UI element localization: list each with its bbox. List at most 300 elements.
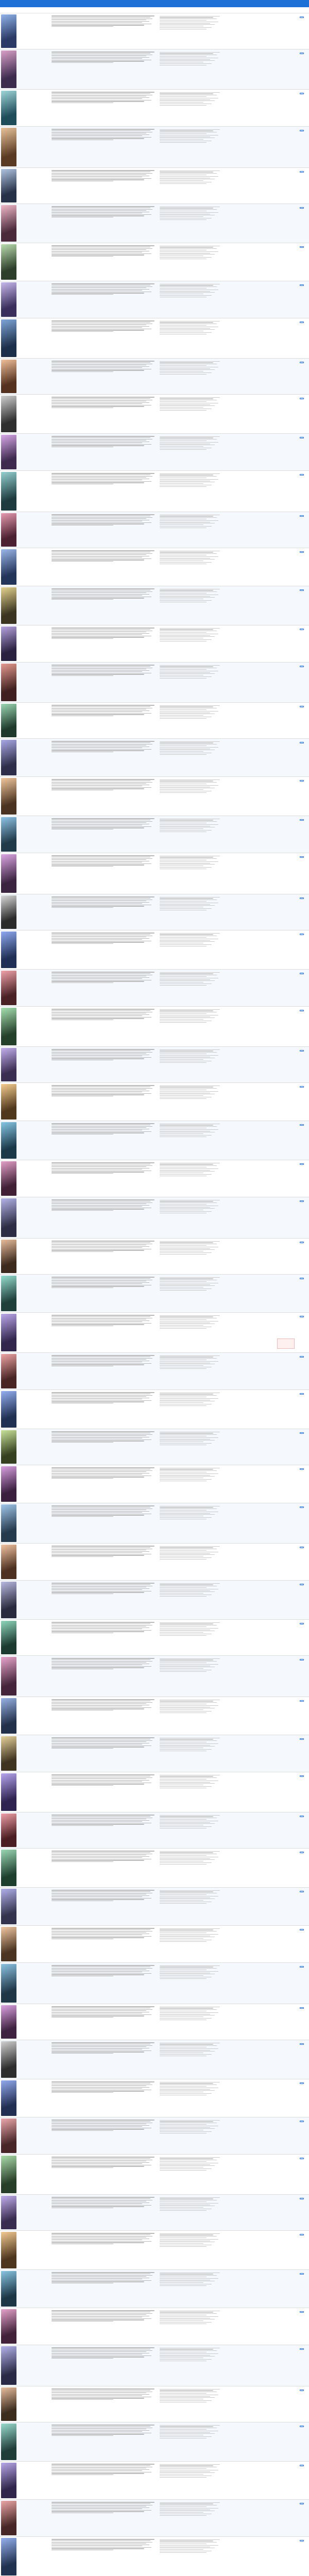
list-item[interactable]: [0, 548, 309, 586]
list-item[interactable]: [0, 1503, 309, 1544]
list-item[interactable]: [0, 1926, 309, 1963]
cover-thumbnail[interactable]: [1, 1391, 16, 1428]
list-item[interactable]: [0, 395, 309, 434]
cover-thumbnail[interactable]: [1, 435, 16, 469]
staff-text-line: [160, 1088, 217, 1089]
entry-action-button[interactable]: [300, 1700, 304, 1702]
cover-thumbnail[interactable]: [1, 895, 16, 929]
staff-text-line: [160, 553, 217, 554]
entry-action-button[interactable]: [300, 1010, 304, 1011]
entry-action-button[interactable]: [300, 93, 304, 94]
entry-action-button[interactable]: [300, 2273, 304, 2275]
cover-thumbnail[interactable]: [1, 2346, 16, 2385]
entry-staff: [160, 1657, 227, 1672]
list-item[interactable]: [0, 2155, 309, 2195]
list-item[interactable]: [0, 1160, 309, 1197]
cover-thumbnail[interactable]: [1, 971, 16, 1005]
staff-text-line: [160, 476, 217, 477]
entry-action-button[interactable]: [300, 1124, 304, 1126]
cover-thumbnail[interactable]: [1, 587, 16, 624]
list-item[interactable]: [0, 2079, 309, 2117]
entry-info: [19, 2347, 49, 2348]
staff-text-line: [160, 1277, 220, 1278]
list-item[interactable]: [0, 1963, 309, 2004]
staff-text-line: [160, 2313, 217, 2314]
description-text-line: [52, 1359, 146, 1360]
staff-text-line: [160, 1591, 215, 1592]
entry-action-button[interactable]: [300, 819, 304, 821]
list-item[interactable]: [0, 1465, 309, 1503]
staff-text-line: [160, 632, 207, 633]
staff-text-line: [160, 1858, 210, 1859]
cover-thumbnail[interactable]: [1, 1430, 16, 1464]
staff-text-line: [160, 678, 207, 679]
entry-action-button[interactable]: [300, 2007, 304, 2009]
entry-description: [52, 1162, 154, 1175]
staff-text-line: [160, 1316, 213, 1317]
list-item[interactable]: [0, 1239, 309, 1275]
list-item[interactable]: [0, 243, 309, 281]
description-text-line: [52, 1131, 151, 1132]
list-item[interactable]: [0, 739, 309, 777]
cover-thumbnail[interactable]: [1, 1466, 16, 1502]
entry-action-button[interactable]: [300, 2389, 304, 2391]
entry-action-button[interactable]: [300, 1468, 304, 1470]
cover-thumbnail[interactable]: [1, 14, 16, 48]
list-item[interactable]: [0, 853, 309, 894]
list-item[interactable]: [0, 2345, 309, 2386]
entry-action-button[interactable]: [300, 207, 304, 209]
description-text-line: [52, 1748, 113, 1749]
entry-stats: [232, 1774, 304, 1777]
entry-description: [52, 1889, 154, 1902]
entry-stats: [232, 2501, 304, 2505]
cover-thumbnail[interactable]: [1, 2538, 16, 2575]
entry-staff: [160, 1505, 227, 1520]
staff-text-line: [160, 407, 203, 408]
description-text-line: [52, 2050, 151, 2051]
cover-thumbnail[interactable]: [1, 91, 16, 125]
description-text-line: [52, 1210, 113, 1211]
entry-info: [19, 1240, 49, 1241]
entry-action-button[interactable]: [300, 973, 304, 974]
cover-thumbnail[interactable]: [1, 1504, 16, 1542]
entry-action-button[interactable]: [300, 1623, 304, 1624]
staff-text-line: [160, 821, 217, 822]
entry-action-button[interactable]: [300, 1891, 304, 1892]
entry-description: [52, 2463, 154, 2476]
entry-action-button[interactable]: [300, 666, 304, 667]
list-item[interactable]: [0, 2040, 309, 2079]
entry-description: [52, 1199, 154, 1212]
entry-staff: [160, 2042, 227, 2057]
cover-thumbnail[interactable]: [1, 472, 16, 511]
list-item[interactable]: [0, 1429, 309, 1465]
entry-action-button[interactable]: [300, 284, 304, 286]
cover-thumbnail[interactable]: [1, 360, 16, 393]
list-item[interactable]: [0, 816, 309, 853]
cover-thumbnail[interactable]: [1, 2080, 16, 2116]
entry-action-button[interactable]: [300, 2426, 304, 2427]
cover-thumbnail[interactable]: [1, 854, 16, 893]
cover-thumbnail[interactable]: [1, 664, 16, 701]
cover-thumbnail[interactable]: [1, 704, 16, 737]
list-item[interactable]: [0, 930, 309, 970]
description-text-line: [52, 1162, 154, 1163]
entry-action-button[interactable]: [300, 1852, 304, 1853]
entry-action-button[interactable]: [300, 474, 304, 476]
list-item[interactable]: [0, 318, 309, 359]
cover-thumbnail[interactable]: [1, 128, 16, 166]
entry-action-button[interactable]: [300, 1242, 304, 1243]
list-item[interactable]: [0, 1735, 309, 1772]
entry-info: [19, 932, 49, 933]
entry-action-button[interactable]: [300, 1738, 304, 1740]
list-item[interactable]: [0, 2117, 309, 2155]
description-text-line: [52, 22, 142, 23]
cover-thumbnail[interactable]: [1, 2119, 16, 2153]
cover-thumbnail[interactable]: [1, 1545, 16, 1579]
staff-text-line: [160, 2322, 212, 2323]
list-item[interactable]: [0, 13, 309, 49]
entry-action-button[interactable]: [300, 1506, 304, 1508]
list-item[interactable]: [0, 2537, 309, 2576]
staff-text-line: [160, 1211, 212, 1212]
description-text-line: [52, 2202, 149, 2203]
staff-text-line: [160, 639, 212, 640]
list-item[interactable]: [0, 2462, 309, 2500]
entry-action-button[interactable]: [300, 1086, 304, 1088]
cover-thumbnail[interactable]: [1, 1621, 16, 1654]
cover-thumbnail[interactable]: [1, 2501, 16, 2535]
description-text-line: [52, 818, 154, 819]
list-item[interactable]: [0, 1353, 309, 1390]
cover-image: [1, 1927, 16, 1961]
cover-thumbnail[interactable]: [1, 205, 16, 242]
list-item[interactable]: [0, 127, 309, 168]
entry-action-button[interactable]: [300, 321, 304, 323]
entry-action-button[interactable]: [300, 16, 304, 18]
cover-thumbnail[interactable]: [1, 244, 16, 280]
cover-image: [1, 2538, 16, 2575]
entry-action-button[interactable]: [300, 2234, 304, 2235]
entry-action-button[interactable]: [300, 171, 304, 173]
list-item[interactable]: [0, 1275, 309, 1313]
cover-thumbnail[interactable]: [1, 549, 16, 585]
entry-action-button[interactable]: [300, 1547, 304, 1548]
list-item[interactable]: [0, 1772, 309, 1812]
list-item[interactable]: [0, 434, 309, 471]
entry-action-button[interactable]: [300, 551, 304, 553]
staff-text-line: [160, 133, 207, 134]
entry-info: [19, 245, 49, 246]
staff-text-line: [160, 2131, 212, 2132]
staff-text-line: [160, 291, 210, 292]
cover-thumbnail[interactable]: [1, 282, 16, 317]
cover-thumbnail[interactable]: [1, 2232, 16, 2268]
cover-thumbnail[interactable]: [1, 1736, 16, 1771]
entry-action-button[interactable]: [300, 1316, 304, 1317]
list-item[interactable]: [0, 1083, 309, 1121]
list-item[interactable]: [0, 2386, 309, 2422]
description-text-line: [52, 1551, 149, 1552]
description-text-line: [52, 1132, 144, 1133]
cover-thumbnail[interactable]: [1, 1314, 16, 1351]
cover-thumbnail[interactable]: [1, 319, 16, 357]
description-text-line: [52, 1857, 142, 1858]
list-item[interactable]: [0, 1888, 309, 1926]
entry-action-button[interactable]: [300, 897, 304, 899]
entry-action-button[interactable]: [300, 515, 304, 517]
entry-info: [19, 2272, 49, 2273]
list-item[interactable]: [0, 1620, 309, 1656]
staff-text-line: [160, 2429, 207, 2430]
entry-action-button[interactable]: [300, 246, 304, 248]
entry-action-button[interactable]: [300, 130, 304, 131]
list-item[interactable]: [0, 49, 309, 90]
description-text-line: [52, 1052, 152, 1053]
entry-description: [52, 1467, 154, 1480]
cover-thumbnail[interactable]: [1, 50, 16, 88]
list-item[interactable]: [0, 2500, 309, 2537]
entry-action-button[interactable]: [300, 856, 304, 858]
staff-text-line: [160, 1559, 207, 1560]
entry-action-button[interactable]: [300, 1929, 304, 1930]
cover-thumbnail[interactable]: [1, 1122, 16, 1159]
list-item[interactable]: [0, 471, 309, 512]
description-text-line: [52, 2431, 142, 2432]
list-item[interactable]: [0, 90, 309, 127]
cover-thumbnail[interactable]: [1, 931, 16, 968]
list-item[interactable]: [0, 168, 309, 204]
entry-action-button[interactable]: [300, 2121, 304, 2122]
cover-thumbnail[interactable]: [1, 778, 16, 815]
staff-text-line: [160, 1050, 213, 1051]
cover-thumbnail[interactable]: [1, 2463, 16, 2498]
entry-action-button[interactable]: [300, 2465, 304, 2466]
entry-stats: [232, 1657, 304, 1661]
entry-action-button[interactable]: [300, 1966, 304, 1968]
entry-action-button[interactable]: [300, 1393, 304, 1395]
cover-image: [1, 704, 16, 737]
cover-thumbnail[interactable]: [1, 513, 16, 547]
list-item[interactable]: [0, 1544, 309, 1581]
cover-thumbnail[interactable]: [1, 2387, 16, 2421]
description-text-line: [52, 2158, 150, 2159]
entry-staff: [160, 2196, 227, 2211]
entry-action-button[interactable]: [300, 1200, 304, 1202]
list-item[interactable]: [0, 1197, 309, 1239]
list-item[interactable]: [0, 1812, 309, 1849]
entry-action-button[interactable]: [300, 742, 304, 743]
list-item[interactable]: [0, 777, 309, 816]
entry-info: [19, 2156, 49, 2157]
cover-thumbnail[interactable]: [1, 740, 16, 775]
entry-action-button[interactable]: [300, 780, 304, 782]
staff-text-line: [160, 1513, 210, 1514]
cover-thumbnail[interactable]: [1, 2424, 16, 2460]
entry-action-button[interactable]: [300, 1356, 304, 1358]
ad-badge[interactable]: [277, 1338, 295, 1349]
cover-thumbnail[interactable]: [1, 1240, 16, 1273]
entry-action-button[interactable]: [300, 2198, 304, 2199]
list-item[interactable]: [0, 625, 309, 663]
staff-text-line: [160, 1358, 217, 1359]
description-text-line: [52, 898, 150, 899]
entry-action-button[interactable]: [300, 1432, 304, 1434]
entry-action-button[interactable]: [300, 1163, 304, 1165]
staff-text-line: [160, 1777, 217, 1778]
cover-thumbnail[interactable]: [1, 1198, 16, 1237]
description-text-line: [52, 320, 154, 321]
description-text-line: [52, 362, 150, 363]
cover-thumbnail[interactable]: [1, 1773, 16, 1811]
entry-action-button[interactable]: [300, 1584, 304, 1585]
staff-text-line: [160, 2549, 203, 2550]
list-item[interactable]: [0, 586, 309, 625]
cover-thumbnail[interactable]: [1, 626, 16, 661]
staff-text-line: [160, 1013, 207, 1014]
entry-staff: [160, 1621, 227, 1636]
description-text-line: [52, 1556, 113, 1557]
cover-thumbnail[interactable]: [1, 2156, 16, 2193]
entry-staff: [160, 971, 227, 986]
list-item[interactable]: [0, 1007, 309, 1047]
entry-action-button[interactable]: [300, 2043, 304, 2045]
list-item[interactable]: [0, 2422, 309, 2462]
cover-image: [1, 50, 16, 88]
list-item[interactable]: [0, 1313, 309, 1353]
entry-action-button[interactable]: [300, 2503, 304, 2504]
list-item[interactable]: [0, 2308, 309, 2345]
description-text-line: [52, 2130, 113, 2131]
staff-text-line: [160, 2515, 207, 2516]
cover-thumbnail[interactable]: [1, 2309, 16, 2344]
cover-thumbnail[interactable]: [1, 1354, 16, 1388]
cover-thumbnail[interactable]: [1, 2041, 16, 2078]
cover-thumbnail[interactable]: [1, 1161, 16, 1196]
list-item[interactable]: [0, 1697, 309, 1735]
list-item[interactable]: [0, 703, 309, 739]
staff-text-line: [160, 2508, 218, 2509]
entry-staff: [160, 91, 227, 106]
description-text-line: [52, 749, 151, 750]
cover-thumbnail[interactable]: [1, 1582, 16, 1618]
cover-thumbnail[interactable]: [1, 1850, 16, 1886]
entry-action-button[interactable]: [300, 2082, 304, 2084]
entry-action-button[interactable]: [300, 398, 304, 399]
list-item[interactable]: [0, 1849, 309, 1888]
cover-thumbnail[interactable]: [1, 1814, 16, 1847]
entry-action-button[interactable]: [300, 362, 304, 363]
cover-thumbnail[interactable]: [1, 1964, 16, 2003]
entry-staff: [160, 1850, 227, 1865]
entry-action-button[interactable]: [300, 1050, 304, 1052]
staff-text-line: [160, 254, 215, 255]
entry-stats: [232, 588, 304, 591]
description-text-line: [52, 1778, 146, 1779]
description-text-line: [52, 1085, 154, 1086]
staff-text-line: [160, 1623, 213, 1624]
entry-action-button[interactable]: [300, 629, 304, 630]
description-text-line: [52, 53, 150, 54]
entry-action-button[interactable]: [300, 53, 304, 54]
entry-action-button[interactable]: [300, 1775, 304, 1777]
staff-text-line: [160, 2084, 217, 2085]
cover-thumbnail[interactable]: [1, 1889, 16, 1924]
list-item[interactable]: [0, 204, 309, 243]
staff-text-line: [160, 2009, 217, 2010]
entry-action-button[interactable]: [300, 2540, 304, 2541]
cover-thumbnail[interactable]: [1, 1048, 16, 1081]
entry-action-button[interactable]: [300, 589, 304, 591]
list-item[interactable]: [0, 2195, 309, 2231]
description-text-line: [52, 554, 146, 555]
list-item[interactable]: [0, 1047, 309, 1083]
cover-thumbnail[interactable]: [1, 1657, 16, 1696]
list-item[interactable]: [0, 1656, 309, 1697]
list-item[interactable]: [0, 281, 309, 318]
staff-text-line: [160, 1091, 218, 1092]
description-text-line: [52, 1053, 146, 1054]
cover-thumbnail[interactable]: [1, 2005, 16, 2039]
entry-stats: [232, 320, 304, 324]
description-text-line: [52, 1737, 154, 1738]
entry-stats: [232, 2463, 304, 2467]
entry-action-button[interactable]: [300, 437, 304, 438]
entry-action-button[interactable]: [300, 2158, 304, 2159]
list-item[interactable]: [0, 970, 309, 1007]
entry-action-button[interactable]: [300, 2348, 304, 2350]
list-item[interactable]: [0, 1121, 309, 1160]
cover-thumbnail[interactable]: [1, 1927, 16, 1961]
list-item[interactable]: [0, 894, 309, 930]
cover-thumbnail[interactable]: [1, 1008, 16, 1045]
entry-action-button[interactable]: [300, 1816, 304, 1817]
description-text-line: [52, 1058, 144, 1059]
staff-text-line: [160, 2282, 203, 2283]
list-item[interactable]: [0, 512, 309, 548]
staff-text-line: [160, 1135, 212, 1136]
cover-thumbnail[interactable]: [1, 169, 16, 202]
list-item[interactable]: [0, 2231, 309, 2270]
cover-thumbnail[interactable]: [1, 396, 16, 432]
entry-action-button[interactable]: [300, 706, 304, 707]
list-item[interactable]: [0, 1581, 309, 1620]
description-text-line: [52, 1166, 146, 1167]
list-item[interactable]: [0, 359, 309, 395]
list-item[interactable]: [0, 663, 309, 703]
entry-stats: [232, 1699, 304, 1702]
entry-info: [19, 1774, 49, 1775]
list-item[interactable]: [0, 2004, 309, 2040]
cover-thumbnail[interactable]: [1, 817, 16, 852]
entry-action-button[interactable]: [300, 2311, 304, 2313]
cover-thumbnail[interactable]: [1, 2196, 16, 2229]
cover-thumbnail[interactable]: [1, 1698, 16, 1734]
staff-text-line: [160, 1281, 207, 1282]
cover-thumbnail[interactable]: [1, 1084, 16, 1120]
cover-thumbnail[interactable]: [1, 2271, 16, 2307]
entry-action-button[interactable]: [300, 934, 304, 935]
description-text-line: [52, 2206, 144, 2207]
cover-thumbnail[interactable]: [1, 1276, 16, 1311]
entry-action-button[interactable]: [300, 1659, 304, 1660]
entry-action-button[interactable]: [300, 1278, 304, 1279]
list-item[interactable]: [0, 1390, 309, 1429]
list-item[interactable]: [0, 2270, 309, 2308]
description-text-line: [52, 245, 154, 246]
